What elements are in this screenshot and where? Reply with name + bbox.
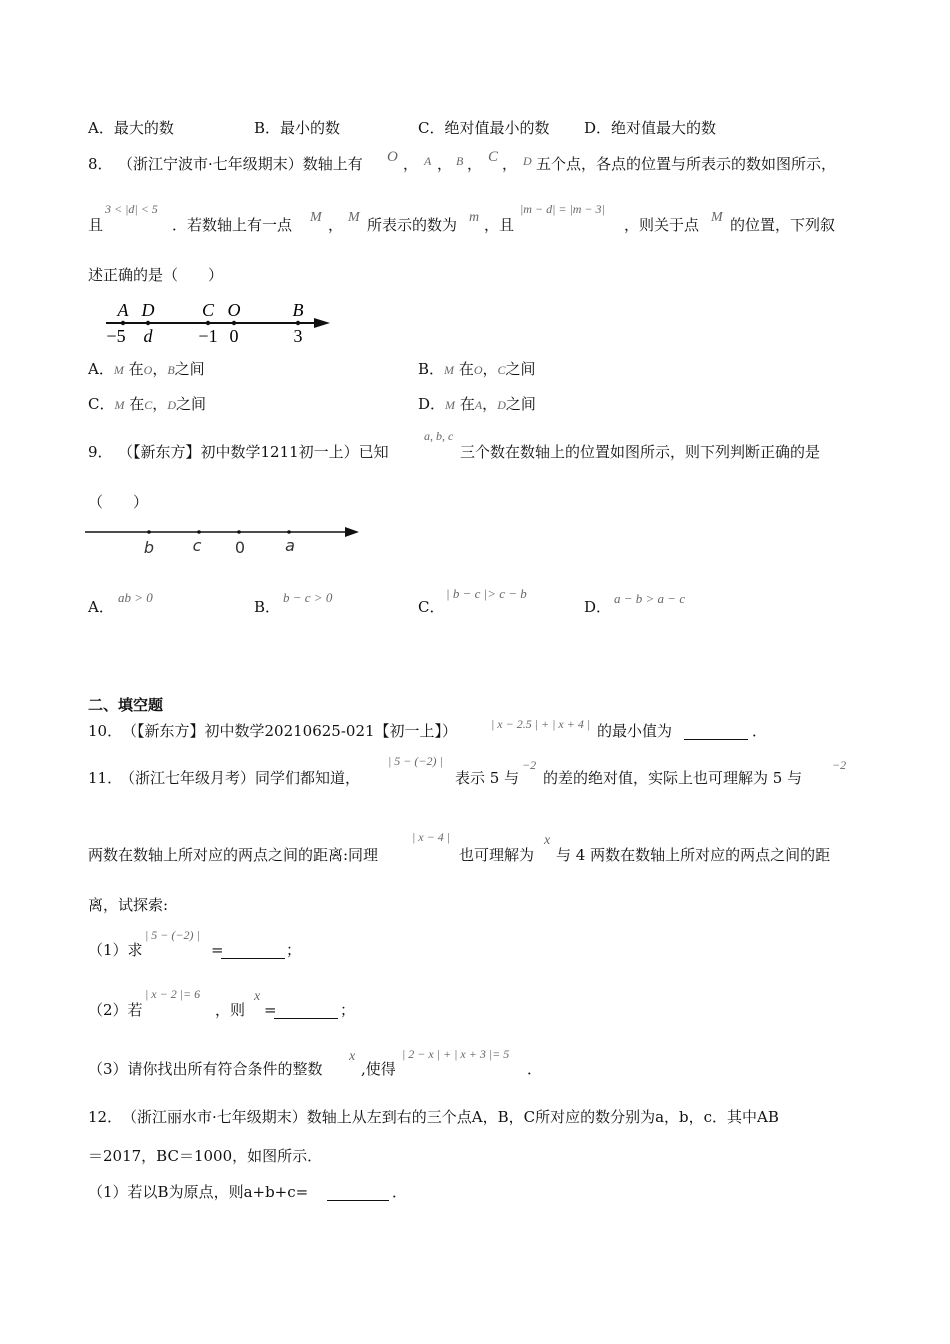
q8-axis-letter-o: O <box>227 300 241 320</box>
q9-text: 三个数在数轴上的位置如图所示，则下列判断正确的是 <box>460 443 821 461</box>
q9-option-d: a − b > a − c <box>614 591 686 606</box>
q8-point-o: O <box>387 149 398 165</box>
q11-part3-prefix: （3）请你找出所有符合条件的整数 <box>88 1060 323 1078</box>
q11-part1-answer-blank[interactable] <box>221 943 285 962</box>
q11-part3-end: ． <box>527 1060 543 1078</box>
q8-comma-5: ， <box>328 216 344 234</box>
q8-option-b-zai: 在 <box>458 360 474 378</box>
q8-point-d: D <box>523 154 532 168</box>
q8-axis-value-o: 0 <box>229 326 239 346</box>
q8-condition-d: 3 < |d| < 5 <box>105 202 158 216</box>
q8-option-a-b: B <box>167 363 175 377</box>
q11-part2-answer-blank[interactable] <box>274 1003 338 1022</box>
q8-comma-1: ， <box>403 155 419 173</box>
q11-part1-eq: = <box>211 941 224 959</box>
q8-axis-value-c: −1 <box>198 326 218 346</box>
q8-option-b-m: M <box>444 363 455 377</box>
q8-line2-b: 所表示的数为 <box>367 216 458 234</box>
q8-option-c-zhijian: 之间 <box>175 395 206 413</box>
q11-part1-prefix: （1）求 <box>88 941 143 959</box>
q8-option-d-zhijian: 之间 <box>505 395 536 413</box>
q11-part2-mid: ，则 <box>215 1001 246 1019</box>
q11-line2-b: 也可理解为 <box>459 846 535 864</box>
q8-option-d-a: A <box>474 398 483 412</box>
q12-part1-end: ． <box>392 1183 408 1201</box>
section-title: 二、填空题 <box>88 696 164 714</box>
q8-option-d-d: D <box>497 398 506 412</box>
q8-axis-letter-d: D <box>141 300 155 320</box>
q8-option-c-comma: ， <box>152 395 168 413</box>
q8-option-a <box>88 362 205 377</box>
q8-option-c-m: M <box>114 398 125 412</box>
q8-axis-letter-c: C <box>201 300 215 320</box>
q8-option-b-o: O <box>473 363 483 377</box>
q7-option-a: A．最大的数 <box>88 119 174 137</box>
q8-option-b-comma: ， <box>482 360 498 378</box>
q8-line3: 述正确的是（ ） <box>88 266 224 284</box>
q8-option-a-zai: 在 <box>128 360 144 378</box>
q11-line3: 离，试探索: <box>88 896 169 914</box>
q8-qie: 且 <box>88 216 104 234</box>
q9-axis-label-a: a <box>285 536 295 555</box>
q12-line2: ＝2017，BC＝1000，如图所示． <box>88 1147 323 1165</box>
q8-option-a-zhijian: 之间 <box>174 360 205 378</box>
q9-axis-label-0: 0 <box>234 538 246 557</box>
q8-axis-value-b: 3 <box>293 326 303 346</box>
q8-point-m-2: M <box>348 210 360 225</box>
q8-source: （浙江宁波市·七年级期末）数轴上有 <box>118 155 363 173</box>
q8-option-c-c: C <box>144 398 153 412</box>
q9-abc: a, b, c <box>424 429 454 443</box>
q12-text: （浙江丽水市·七年级期末）数轴上从左到右的三个点A，B，C所对应的数分别为a，b，c．其中AB <box>122 1108 779 1126</box>
q11-part1-semi: ； <box>286 941 302 959</box>
q8-option-d-m: M <box>445 398 456 412</box>
q8-option-b-zhijian: 之间 <box>505 360 536 378</box>
q10-text: 的最小值为 <box>597 722 673 740</box>
q10-source: （【新东方】初中数学20210625-021【初一上】） <box>122 722 458 740</box>
q8-condition-m: |m − d| = |m − 3| <box>520 202 605 216</box>
q11-x: x <box>544 833 551 848</box>
q8-option-c-label: C． <box>88 395 115 413</box>
q11-t2: 的差的绝对值，实际上也可理解为 5 与 <box>543 769 803 787</box>
q11-neg2-2: −2 <box>832 758 847 772</box>
q8-line2-d: ，则关于点 <box>624 216 700 234</box>
q8-number: 8． <box>88 155 113 173</box>
q8-axis-value-d: d <box>143 326 153 346</box>
q9-option-d-label: D． <box>584 598 612 616</box>
q8-line2-e: 的位置，下列叙 <box>730 216 836 234</box>
q8-option-d <box>418 397 536 412</box>
q9-option-c-label: C． <box>418 598 445 616</box>
q8-axis-letter-a: A <box>117 300 129 320</box>
q7-option-c: C．绝对值最小的数 <box>418 119 550 137</box>
q8-var-m: m <box>469 210 480 225</box>
q11-source: （浙江七年级月考）同学们都知道， <box>120 769 361 787</box>
q9-axis-label-c: c <box>192 536 202 555</box>
q10-end: ． <box>752 722 768 740</box>
q7-option-d: D．绝对值最大的数 <box>584 119 717 137</box>
q8-point-m-1: M <box>310 210 322 225</box>
q11-part2-semi: ； <box>340 1001 356 1019</box>
q8-option-c-zai: 在 <box>129 395 145 413</box>
q8-point-c: C <box>488 149 499 165</box>
q8-option-a-m: M <box>113 363 124 377</box>
q9-number: 9． <box>88 443 113 461</box>
q8-five-points-text: 五个点，各点的位置与所表示的数如图所示， <box>536 155 837 173</box>
q8-option-b-c: C <box>497 363 506 377</box>
q11-part3-mid: ,使得 <box>361 1060 396 1078</box>
q8-number-line <box>98 300 358 350</box>
q11-t1: 表示 5 与 <box>455 769 520 787</box>
q8-option-c-d: D <box>167 398 176 412</box>
q8-point-a: A <box>424 154 432 168</box>
q8-comma-2: ， <box>437 155 453 173</box>
q8-point-m-3: M <box>711 210 723 225</box>
q8-option-d-comma: ， <box>482 395 498 413</box>
q12-part1: （1）若以B为原点，则a+b+c= <box>88 1183 309 1201</box>
q12-number: 12． <box>88 1108 123 1126</box>
q8-option-a-o: O <box>143 363 153 377</box>
q8-option-b-label: B． <box>418 360 445 378</box>
q9-paren: （ ） <box>88 493 149 511</box>
q11-line2-c: 与 4 两数在数轴上所对应的两点之间的距 <box>556 846 831 864</box>
q8-point-b: B <box>456 154 464 168</box>
q11-number: 11． <box>88 769 123 787</box>
q8-option-c <box>88 397 206 412</box>
q12-part1-answer-blank[interactable] <box>327 1185 389 1204</box>
q8-comma-4: ， <box>502 155 518 173</box>
q11-line2-a: 两数在数轴上所对应的两点之间的距离:同理 <box>88 846 379 864</box>
q8-axis-letter-b: B <box>292 300 304 320</box>
q7-option-b: B．最小的数 <box>254 119 341 137</box>
q10-expression: | x − 2.5 | + | x + 4 | <box>491 717 591 731</box>
q11-part3-x: x <box>349 1049 356 1064</box>
q11-part1-expr: | 5 − (−2) | <box>145 928 200 942</box>
q9-source: （【新东方】初中数学1211初一上）已知 <box>118 443 389 461</box>
q11-expr2: | x − 4 | <box>412 830 451 844</box>
q8-line2-c: ，且 <box>484 216 515 234</box>
q8-comma-3: ， <box>467 155 483 173</box>
q9-option-a-label: A． <box>88 598 114 616</box>
q8-axis-value-a: −5 <box>106 326 126 346</box>
q11-neg2-1: −2 <box>522 758 537 772</box>
q8-option-b <box>418 362 536 377</box>
q9-axis-label-b: b <box>143 538 155 557</box>
q9-option-c: | b − c |> c − b <box>446 586 527 601</box>
q8-option-a-comma: ， <box>152 360 168 378</box>
q8-option-d-label: D． <box>418 395 446 413</box>
q11-part2-eq: = <box>264 1001 277 1019</box>
q9-option-a: ab > 0 <box>118 590 153 605</box>
q10-answer-blank[interactable] <box>684 724 748 743</box>
q8-option-d-zai: 在 <box>459 395 475 413</box>
q11-expr1: | 5 − (−2) | <box>388 754 443 768</box>
q9-option-b: b − c > 0 <box>283 590 333 605</box>
q10-number: 10． <box>88 722 123 740</box>
q9-number-line <box>85 520 375 560</box>
q11-part2-prefix: （2）若 <box>88 1001 143 1019</box>
q8-line2-a: ．若数轴上有一点 <box>172 216 293 234</box>
q8-option-a-label: A． <box>88 360 114 378</box>
q9-option-b-label: B． <box>254 598 281 616</box>
q11-part2-expr: | x − 2 |= 6 <box>145 987 201 1001</box>
q11-part2-x: x <box>254 989 261 1004</box>
q11-part3-expr: | 2 − x | + | x + 3 |= 5 <box>402 1047 510 1061</box>
